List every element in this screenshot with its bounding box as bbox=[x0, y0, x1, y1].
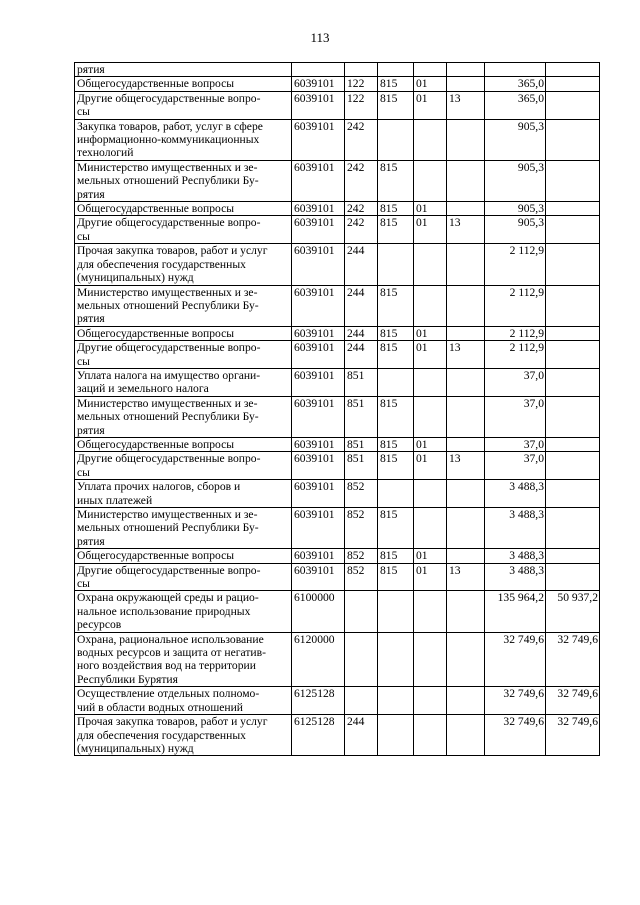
target-article-cell: 6100000 bbox=[292, 591, 345, 632]
administrator-cell: 815 bbox=[378, 563, 414, 591]
section-cell: 01 bbox=[414, 437, 447, 451]
table-row bbox=[75, 508, 600, 549]
amount-cell: 37,0 bbox=[485, 452, 546, 480]
amount-cell: 905,3 bbox=[485, 160, 546, 201]
target-article-cell: 6039101 bbox=[292, 508, 345, 549]
subsection-cell: 13 bbox=[447, 563, 485, 591]
amount-cell: 2 112,9 bbox=[485, 285, 546, 326]
amount-cell: 32 749,6 bbox=[485, 632, 546, 687]
administrator-cell: 815 bbox=[378, 508, 414, 549]
subsection-cell bbox=[447, 202, 485, 216]
amount-subvention-cell bbox=[546, 77, 600, 91]
amount-cell: 3 488,3 bbox=[485, 549, 546, 563]
table-row bbox=[75, 244, 600, 285]
amount-subvention-cell bbox=[546, 508, 600, 549]
section-cell: 01 bbox=[414, 563, 447, 591]
table-row bbox=[75, 452, 600, 480]
section-cell bbox=[414, 285, 447, 326]
target-article-cell bbox=[292, 63, 345, 77]
subsection-cell bbox=[447, 77, 485, 91]
target-article-cell: 6039101 bbox=[292, 480, 345, 508]
table-row bbox=[75, 437, 600, 451]
section-cell bbox=[414, 508, 447, 549]
target-article-cell: 6039101 bbox=[292, 368, 345, 396]
expense-type-cell: 851 bbox=[345, 437, 378, 451]
target-article-cell: 6039101 bbox=[292, 437, 345, 451]
target-article-cell: 6039101 bbox=[292, 244, 345, 285]
subsection-cell bbox=[447, 687, 485, 715]
administrator-cell bbox=[378, 119, 414, 160]
amount-cell: 2 112,9 bbox=[485, 244, 546, 285]
expense-type-cell: 244 bbox=[345, 285, 378, 326]
subsection-cell bbox=[447, 632, 485, 687]
budget-table bbox=[74, 62, 600, 756]
target-article-cell: 6039101 bbox=[292, 563, 345, 591]
administrator-cell bbox=[378, 632, 414, 687]
name-cell: Министерство имущественных и зе- мельных отношений Республики Бу- рятия bbox=[75, 508, 292, 549]
name-cell: Охрана окружающей среды и рацио- нальное использование природных ресурсов bbox=[75, 591, 292, 632]
table-row bbox=[75, 63, 600, 77]
expense-type-cell: 852 bbox=[345, 563, 378, 591]
target-article-cell: 6039101 bbox=[292, 91, 345, 119]
section-cell bbox=[414, 632, 447, 687]
table-row bbox=[75, 396, 600, 437]
subsection-cell: 13 bbox=[447, 216, 485, 244]
expense-type-cell: 244 bbox=[345, 244, 378, 285]
table-row bbox=[75, 549, 600, 563]
administrator-cell: 815 bbox=[378, 437, 414, 451]
administrator-cell: 815 bbox=[378, 285, 414, 326]
amount-cell: 2 112,9 bbox=[485, 326, 546, 340]
name-cell: Министерство имущественных и зе- мельных отношений Республики Бу- рятия bbox=[75, 160, 292, 201]
amount-subvention-cell bbox=[546, 341, 600, 369]
name-cell: Другие общегосударственные вопро- сы bbox=[75, 341, 292, 369]
target-article-cell: 6039101 bbox=[292, 202, 345, 216]
section-cell bbox=[414, 368, 447, 396]
target-article-cell: 6039101 bbox=[292, 326, 345, 340]
name-cell: Прочая закупка товаров, работ и услуг для обеспечения государственных (муниципальных) нужд bbox=[75, 244, 292, 285]
amount-subvention-cell bbox=[546, 160, 600, 201]
expense-type-cell: 851 bbox=[345, 368, 378, 396]
expense-type-cell bbox=[345, 632, 378, 687]
amount-subvention-cell bbox=[546, 63, 600, 77]
administrator-cell: 815 bbox=[378, 452, 414, 480]
amount-cell: 365,0 bbox=[485, 77, 546, 91]
amount-subvention-cell bbox=[546, 119, 600, 160]
section-cell bbox=[414, 480, 447, 508]
expense-type-cell: 242 bbox=[345, 202, 378, 216]
amount-subvention-cell bbox=[546, 396, 600, 437]
administrator-cell: 815 bbox=[378, 326, 414, 340]
table-row bbox=[75, 341, 600, 369]
administrator-cell: 815 bbox=[378, 160, 414, 201]
target-article-cell: 6039101 bbox=[292, 452, 345, 480]
administrator-cell: 815 bbox=[378, 396, 414, 437]
name-cell: Уплата прочих налогов, сборов и иных платежей bbox=[75, 480, 292, 508]
amount-cell: 365,0 bbox=[485, 91, 546, 119]
amount-subvention-cell bbox=[546, 437, 600, 451]
amount-cell: 905,3 bbox=[485, 202, 546, 216]
name-cell: Общегосударственные вопросы bbox=[75, 326, 292, 340]
amount-cell: 135 964,2 bbox=[485, 591, 546, 632]
name-cell: Министерство имущественных и зе- мельных отношений Республики Бу- рятия bbox=[75, 396, 292, 437]
budget-table-body bbox=[75, 63, 600, 756]
subsection-cell bbox=[447, 437, 485, 451]
name-cell: Закупка товаров, работ, услуг в сфере информационно-коммуникационных технологий bbox=[75, 119, 292, 160]
subsection-cell bbox=[447, 549, 485, 563]
amount-cell: 32 749,6 bbox=[485, 715, 546, 756]
target-article-cell: 6039101 bbox=[292, 285, 345, 326]
section-cell: 01 bbox=[414, 202, 447, 216]
section-cell bbox=[414, 160, 447, 201]
subsection-cell bbox=[447, 160, 485, 201]
amount-cell: 32 749,6 bbox=[485, 687, 546, 715]
name-cell: Другие общегосударственные вопро- сы bbox=[75, 452, 292, 480]
subsection-cell: 13 bbox=[447, 91, 485, 119]
amount-cell: 3 488,3 bbox=[485, 480, 546, 508]
target-article-cell: 6125128 bbox=[292, 715, 345, 756]
amount-cell: 37,0 bbox=[485, 368, 546, 396]
subsection-cell bbox=[447, 63, 485, 77]
amount-subvention-cell: 32 749,6 bbox=[546, 715, 600, 756]
administrator-cell bbox=[378, 715, 414, 756]
table-row bbox=[75, 77, 600, 91]
amount-subvention-cell bbox=[546, 202, 600, 216]
section-cell: 01 bbox=[414, 91, 447, 119]
name-cell: Общегосударственные вопросы bbox=[75, 437, 292, 451]
expense-type-cell: 852 bbox=[345, 508, 378, 549]
table-row bbox=[75, 326, 600, 340]
subsection-cell bbox=[447, 368, 485, 396]
target-article-cell: 6039101 bbox=[292, 549, 345, 563]
name-cell: Общегосударственные вопросы bbox=[75, 549, 292, 563]
table-row bbox=[75, 563, 600, 591]
subsection-cell bbox=[447, 119, 485, 160]
amount-subvention-cell bbox=[546, 563, 600, 591]
section-cell: 01 bbox=[414, 77, 447, 91]
amount-subvention-cell: 32 749,6 bbox=[546, 687, 600, 715]
amount-cell: 905,3 bbox=[485, 216, 546, 244]
table-row bbox=[75, 715, 600, 756]
expense-type-cell bbox=[345, 591, 378, 632]
target-article-cell: 6039101 bbox=[292, 77, 345, 91]
amount-cell: 37,0 bbox=[485, 396, 546, 437]
expense-type-cell: 244 bbox=[345, 326, 378, 340]
administrator-cell: 815 bbox=[378, 202, 414, 216]
amount-cell: 2 112,9 bbox=[485, 341, 546, 369]
administrator-cell bbox=[378, 591, 414, 632]
administrator-cell bbox=[378, 244, 414, 285]
amount-subvention-cell: 32 749,6 bbox=[546, 632, 600, 687]
table-row bbox=[75, 687, 600, 715]
subsection-cell: 13 bbox=[447, 452, 485, 480]
amount-subvention-cell bbox=[546, 480, 600, 508]
administrator-cell: 815 bbox=[378, 341, 414, 369]
subsection-cell bbox=[447, 715, 485, 756]
administrator-cell: 815 bbox=[378, 549, 414, 563]
amount-cell: 37,0 bbox=[485, 437, 546, 451]
section-cell bbox=[414, 119, 447, 160]
target-article-cell: 6039101 bbox=[292, 160, 345, 201]
section-cell bbox=[414, 591, 447, 632]
name-cell: Охрана, рациональное использование водных ресурсов и защита от негатив- ного воздействия вод на территории Республики Бурятия bbox=[75, 632, 292, 687]
subsection-cell bbox=[447, 396, 485, 437]
expense-type-cell: 244 bbox=[345, 341, 378, 369]
section-cell bbox=[414, 244, 447, 285]
table-row bbox=[75, 632, 600, 687]
name-cell: рятия bbox=[75, 63, 292, 77]
expense-type-cell: 242 bbox=[345, 216, 378, 244]
expense-type-cell bbox=[345, 63, 378, 77]
section-cell: 01 bbox=[414, 549, 447, 563]
name-cell: Прочая закупка товаров, работ и услуг для обеспечения государственных (муниципальных) нужд bbox=[75, 715, 292, 756]
amount-subvention-cell bbox=[546, 91, 600, 119]
name-cell: Общегосударственные вопросы bbox=[75, 77, 292, 91]
amount-subvention-cell bbox=[546, 368, 600, 396]
table-row bbox=[75, 480, 600, 508]
expense-type-cell: 852 bbox=[345, 480, 378, 508]
amount-subvention-cell: 50 937,2 bbox=[546, 591, 600, 632]
table-row bbox=[75, 91, 600, 119]
administrator-cell bbox=[378, 480, 414, 508]
target-article-cell: 6039101 bbox=[292, 341, 345, 369]
table-row bbox=[75, 285, 600, 326]
page-number: 113 bbox=[310, 30, 330, 45]
administrator-cell: 815 bbox=[378, 216, 414, 244]
name-cell: Осуществление отдельных полномо- чий в области водных отношений bbox=[75, 687, 292, 715]
expense-type-cell: 122 bbox=[345, 91, 378, 119]
section-cell bbox=[414, 715, 447, 756]
target-article-cell: 6039101 bbox=[292, 396, 345, 437]
table-row bbox=[75, 119, 600, 160]
administrator-cell bbox=[378, 368, 414, 396]
table-row bbox=[75, 160, 600, 201]
administrator-cell bbox=[378, 687, 414, 715]
name-cell: Другие общегосударственные вопро- сы bbox=[75, 91, 292, 119]
expense-type-cell: 122 bbox=[345, 77, 378, 91]
section-cell: 01 bbox=[414, 216, 447, 244]
expense-type-cell bbox=[345, 687, 378, 715]
expense-type-cell: 851 bbox=[345, 452, 378, 480]
amount-subvention-cell bbox=[546, 549, 600, 563]
section-cell bbox=[414, 63, 447, 77]
amount-subvention-cell bbox=[546, 216, 600, 244]
section-cell bbox=[414, 687, 447, 715]
expense-type-cell: 242 bbox=[345, 160, 378, 201]
table-row bbox=[75, 591, 600, 632]
amount-subvention-cell bbox=[546, 244, 600, 285]
amount-cell: 905,3 bbox=[485, 119, 546, 160]
subsection-cell bbox=[447, 326, 485, 340]
expense-type-cell: 851 bbox=[345, 396, 378, 437]
name-cell: Другие общегосударственные вопро- сы bbox=[75, 216, 292, 244]
expense-type-cell: 242 bbox=[345, 119, 378, 160]
subsection-cell bbox=[447, 480, 485, 508]
section-cell: 01 bbox=[414, 452, 447, 480]
amount-subvention-cell bbox=[546, 452, 600, 480]
subsection-cell bbox=[447, 591, 485, 632]
expense-type-cell: 244 bbox=[345, 715, 378, 756]
name-cell: Уплата налога на имущество органи- заций и земельного налога bbox=[75, 368, 292, 396]
target-article-cell: 6125128 bbox=[292, 687, 345, 715]
amount-cell: 3 488,3 bbox=[485, 508, 546, 549]
amount-cell bbox=[485, 63, 546, 77]
name-cell: Общегосударственные вопросы bbox=[75, 202, 292, 216]
name-cell: Министерство имущественных и зе- мельных отношений Республики Бу- рятия bbox=[75, 285, 292, 326]
subsection-cell bbox=[447, 285, 485, 326]
target-article-cell: 6120000 bbox=[292, 632, 345, 687]
subsection-cell: 13 bbox=[447, 341, 485, 369]
name-cell: Другие общегосударственные вопро- сы bbox=[75, 563, 292, 591]
expense-type-cell: 852 bbox=[345, 549, 378, 563]
section-cell: 01 bbox=[414, 326, 447, 340]
subsection-cell bbox=[447, 244, 485, 285]
amount-subvention-cell bbox=[546, 326, 600, 340]
amount-cell: 3 488,3 bbox=[485, 563, 546, 591]
table-row bbox=[75, 202, 600, 216]
section-cell: 01 bbox=[414, 341, 447, 369]
table-row bbox=[75, 216, 600, 244]
administrator-cell bbox=[378, 63, 414, 77]
administrator-cell: 815 bbox=[378, 77, 414, 91]
administrator-cell: 815 bbox=[378, 91, 414, 119]
table-row bbox=[75, 368, 600, 396]
subsection-cell bbox=[447, 508, 485, 549]
section-cell bbox=[414, 396, 447, 437]
target-article-cell: 6039101 bbox=[292, 119, 345, 160]
amount-subvention-cell bbox=[546, 285, 600, 326]
target-article-cell: 6039101 bbox=[292, 216, 345, 244]
